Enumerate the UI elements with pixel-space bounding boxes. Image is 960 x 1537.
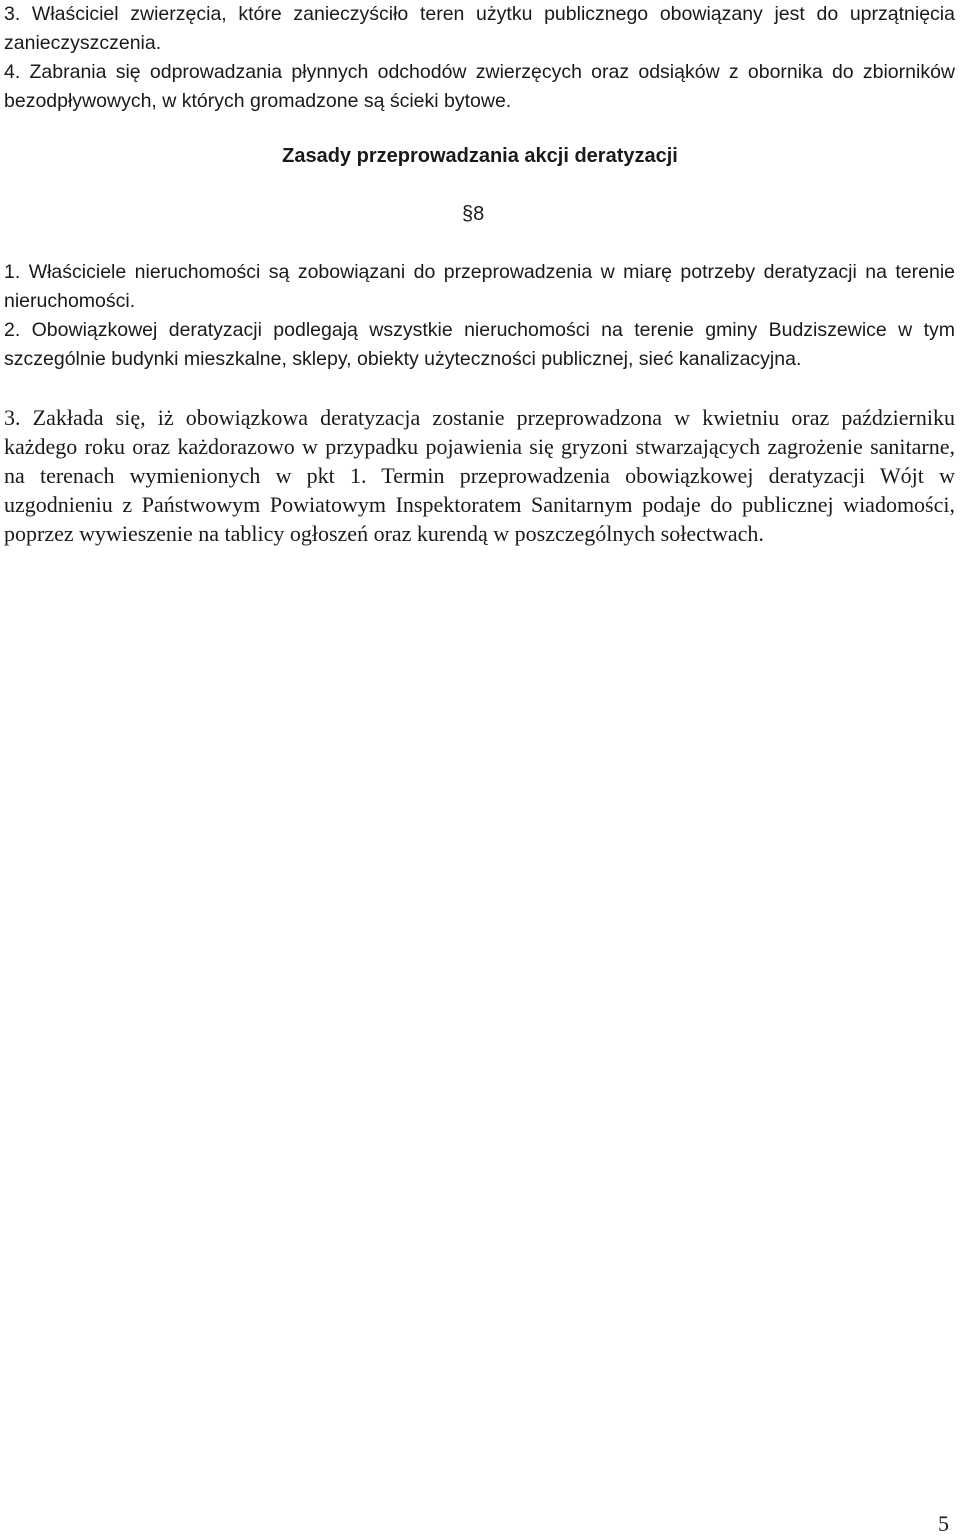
paragraph-1-owners-obligation: 1. Właściciele nieruchomości są zobowiązani do przeprowadzenia w miarę potrzeby deratyzacji na terenie nieruchomości. [4, 261, 955, 312]
paragraph-2-mandatory-deratization: 2. Obowiązkowej deratyzacji podlegają wszystkie nieruchomości na terenie gminy Budziszewice w tym szczególnie budynki mieszkalne, sklepy, obiekty użyteczności publicznej, sieć kanalizacyjna. [4, 319, 955, 370]
section-mark: §8 [462, 203, 485, 225]
section-heading: Zasady przeprowadzania akcji deratyzacji [282, 145, 678, 167]
paragraph-3-animal-waste: 3. Właściciel zwierzęcia, które zanieczyściło teren użytku publicznego obowiązany jest do uprzątnięcia zanieczyszczenia. [4, 3, 955, 54]
paragraph-3-deratization-schedule: 3. Zakłada się, iż obowiązkowa deratyzacja zostanie przeprowadzona w kwietniu oraz październiku każdego roku oraz każdorazowo w przypadku pojawienia się gryzoni stwarzających zagrożenie sanitarne, na terenach wymienionych w pkt 1. Termin przeprowadzenia obowiązkowej deratyzacji Wójt w uzgodnieniu z Państwowym Powiatowym Inspektoratem Sanitarnym podaje do publicznej wiadomości, poprzez wywieszenie na tablicy ogłoszeń oraz kurendą w poszczególnych sołectwach. [4, 405, 955, 546]
paragraph-4-liquid-waste: 4. Zabrania się odprowadzania płynnych odchodów zwierzęcych oraz odsiąków z obornika do zbiorników bezodpływowych, w których gromadzone są ścieki bytowe. [4, 61, 955, 112]
page-number: 5 [938, 1511, 949, 1536]
